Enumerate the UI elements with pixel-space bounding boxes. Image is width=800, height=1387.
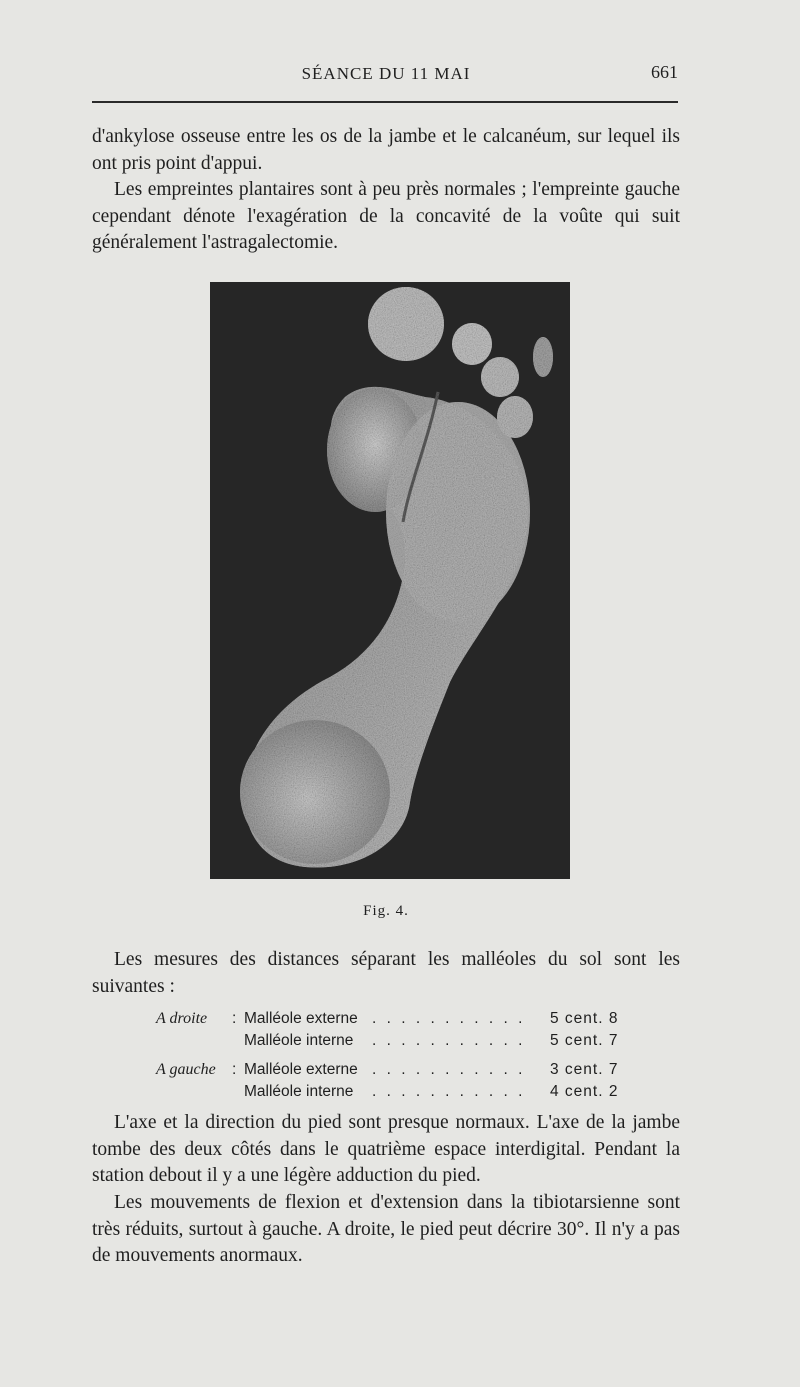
paragraph-empreintes: Les empreintes plantaires sont à peu près normales ; l'empreinte gauche cependant dénote l'exagération de la concavité de la voûte qui suit généralement l'astragalectomie. [92,179,680,253]
running-head-title: SÉANCE DU 11 MAI [301,64,471,83]
measurement-leader-dots: . . . . . . . . . . . [372,1061,526,1078]
paragraph-axe: L'axe et la direction du pied sont presque normaux. L'axe de la jambe tombe des deux côtés dans le quatrième espace interdigital. Pendant la station debout il y a une légère adduction du pied. [92,1112,680,1186]
measurement-side: A gauche [156,1061,216,1078]
measurement-leader-dots: . . . . . . . . . . . [372,1032,526,1049]
measurement-side: A droite [156,1010,208,1027]
measurement-row [92,1032,680,1054]
measurement-leader-dots: . . . . . . . . . . . [372,1010,526,1027]
figure-caption: Fig. 4. [363,903,409,919]
measurement-row [92,1083,680,1105]
measurement-colon: : [232,1010,237,1027]
page-number: 661 [651,62,678,82]
measurement-value: 3 cent. 7 [550,1061,619,1078]
measurement-value: 5 cent. 7 [550,1032,619,1049]
measurement-row [92,1061,680,1083]
footprint-image [210,282,570,879]
paragraph-ankylose: d'ankylose osseuse entre les os de la jambe et le calcanéum, sur lequel ils ont pris point d'appui. [92,126,680,174]
measurement-label: Malléole externe [244,1061,358,1078]
paragraph-mouvements: Les mouvements de flexion et d'extension dans la tibiotarsienne sont très réduits, surtout à gauche. A droite, le pied peut décrire 30°. Il n'y a pas de mouvements anormaux. [92,1192,680,1266]
measurement-value: 5 cent. 8 [550,1010,619,1027]
measurement-colon: : [232,1061,237,1078]
header-rule [92,101,678,103]
measurement-leader-dots: . . . . . . . . . . . [372,1083,526,1100]
measurement-label: Malléole interne [244,1083,354,1100]
measurement-label: Malléole externe [244,1010,358,1027]
measurement-row [92,1010,680,1032]
footprint-figure [210,282,570,879]
running-head [92,62,680,90]
measurement-value: 4 cent. 2 [550,1083,619,1100]
measurement-label: Malléole interne [244,1032,354,1049]
paragraph-mesures: Les mesures des distances séparant les malléoles du sol sont les suivantes : [92,949,680,997]
